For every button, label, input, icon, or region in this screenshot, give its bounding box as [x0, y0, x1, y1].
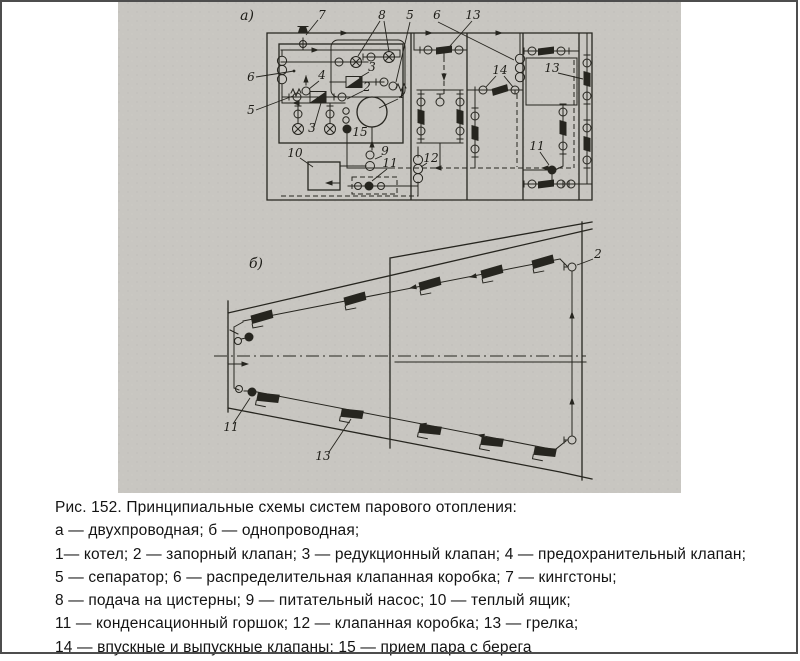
callout-11: 11 — [223, 420, 239, 434]
callout-3: 3 — [368, 60, 376, 74]
callout-15: 15 — [352, 125, 368, 139]
callout-6: 6 — [247, 70, 255, 84]
caption-line-1-4: 1— котел; 2 — запорный клапан; 3 — редукционный клапан; 4 — предохранительный клапан; — [55, 545, 747, 563]
callout-2: 2 — [594, 247, 602, 261]
callout-6: 6 — [433, 8, 441, 22]
condensate-pot-symbol — [248, 388, 257, 397]
callout-7: 7 — [318, 8, 326, 22]
callout-14: 14 — [492, 63, 508, 77]
callout-9: 9 — [381, 144, 389, 158]
callout-13: 13 — [465, 8, 481, 22]
figure-caption — [55, 496, 795, 659]
part-a-label: а) — [240, 8, 254, 24]
caption-line-11-13: 11 — конденсационный горшок; 12 — клапанная коробка; 13 — грелка; — [55, 615, 579, 633]
callout-2: 2 — [363, 80, 371, 94]
callout-13: 13 — [544, 61, 560, 75]
callout-13: 13 — [315, 449, 331, 463]
part-b-label: б) — [248, 256, 264, 272]
callout-11: 11 — [529, 139, 545, 153]
callout-5: 5 — [247, 103, 255, 117]
caption-title: Рис. 152. Принципиальные схемы систем парового отопления: — [55, 499, 518, 516]
caption-line-5-7: 5 — сепаратор; 6 — распределительная клапанная коробка; 7 — кингстоны; — [55, 568, 617, 586]
callout-12: 12 — [423, 151, 439, 165]
condensate-pot-symbol — [245, 333, 254, 342]
callout-4: 4 — [318, 68, 326, 82]
caption-line-14-15: 14 — впускные и выпускные клапаны; 15 — прием пара с берега — [55, 638, 532, 656]
caption-line-8-10: 8 — подача на цистерны; 9 — питательный насос; 10 — теплый ящик; — [55, 592, 571, 610]
callout-3: 3 — [308, 121, 316, 135]
callout-11: 11 — [382, 156, 398, 170]
callout-5: 5 — [406, 8, 414, 22]
callout-8: 8 — [378, 8, 386, 22]
callout-1: 1 — [398, 87, 406, 101]
caption-line-parts: а — двухпроводная; б — однопроводная; — [55, 522, 360, 540]
condensate-pot-symbol — [548, 166, 557, 175]
shore-steam-intake-symbol — [343, 125, 352, 134]
callout-10: 10 — [287, 146, 303, 160]
